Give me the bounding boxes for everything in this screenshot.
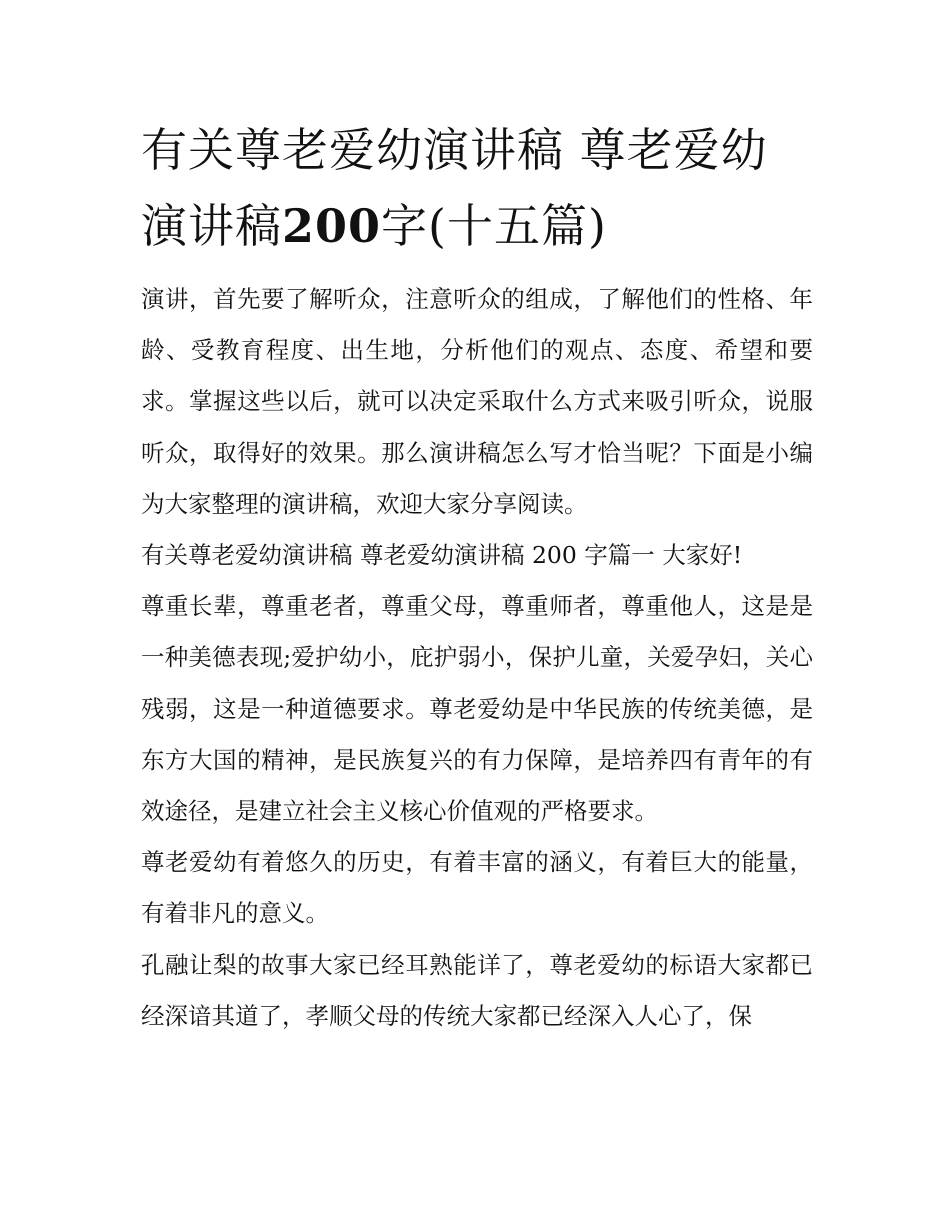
paragraph-history: 尊老爱幼有着悠久的历史，有着丰富的涵义，有着巨大的能量，有着非凡的意义。 — [141, 848, 813, 928]
title-text-part1: 有关尊老爱幼演讲稿 尊老爱幼演讲稿 — [141, 123, 768, 253]
document-title — [141, 112, 813, 264]
paragraph-intro: 演讲，首先要了解听众，注意听众的组成，了解他们的性格、年龄、受教育程度、出生地，分析他们的观点、态度、希望和要求。掌握这些以后，就可以决定采取什么方式来吸引听众，说服听众，取得好的效果。那么演讲稿怎么写才恰当呢？下面是小编为大家整理的演讲稿，欢迎大家分享阅读。 — [141, 285, 813, 518]
title-number: 200 — [282, 199, 382, 253]
paragraph-stories: 孔融让梨的故事大家已经耳熟能详了，尊老爱幼的标语大家都已经深谙其道了，孝顺父母的传统大家都已经深入人心了，保 — [141, 950, 813, 1030]
document-content — [141, 112, 813, 1042]
document-body — [141, 274, 813, 1042]
title-text-part2: 字(十五篇) — [381, 199, 607, 253]
paragraph-heading-part-one: 有关尊老爱幼演讲稿 尊老爱幼演讲稿 200 字篇一 大家好! — [141, 541, 743, 570]
paragraph-respect: 尊重长辈，尊重老者，尊重父母，尊重师者，尊重他人，这是是一种美德表现;爱护幼小，庇护弱小，保护儿童，关爱孕妇，关心残弱，这是一种道德要求。尊老爱幼是中华民族的传统美德，是东方大国的精神，是民族复兴的有力保障，是培养四有青年的有效途径，是建立社会主义核心价值观的严格要求。 — [141, 592, 813, 826]
